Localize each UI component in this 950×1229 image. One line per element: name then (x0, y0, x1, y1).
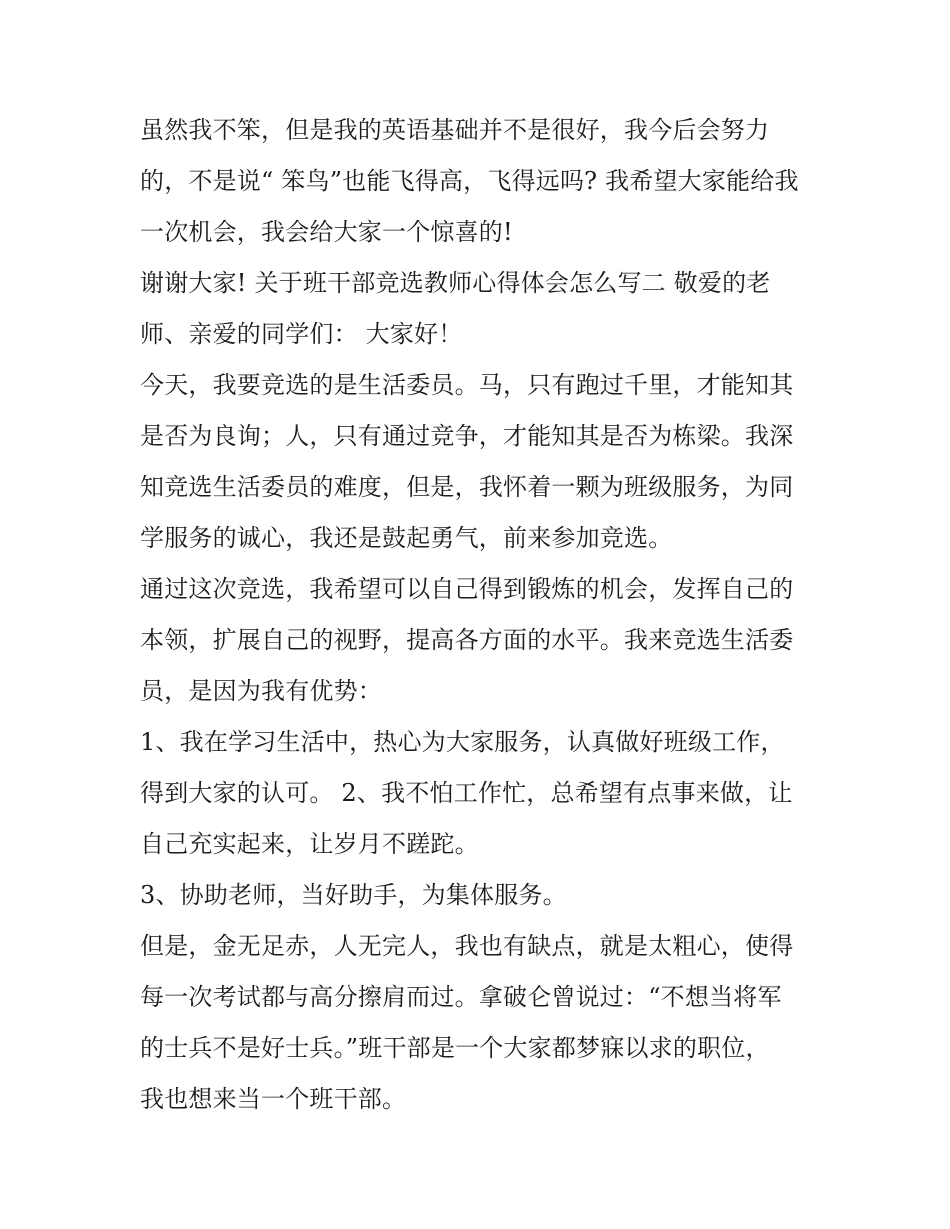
text-line: 自己充实起来，让岁月不蹉跎。 (140, 830, 479, 858)
text-line: 我也想来当一个班干部。 (140, 1085, 407, 1113)
text-line: 本领，扩展自己的视野，提高各方面的水平。我来竞选生活委 (140, 626, 794, 654)
text-line: 是否为良询；人，只有通过竞争，才能知其是否为栋梁。我深 (140, 422, 794, 450)
text-line: 通过这次竞选，我希望可以自己得到锻炼的机会，发挥自己的 (140, 575, 794, 603)
text-line: 得到大家的认可。 2、我不怕工作忙，总希望有点事来做，让 (140, 779, 793, 807)
text-line: 的士兵不是好士兵。”班干部是一个大家都梦寐以求的职位， (140, 1034, 770, 1062)
text-line: 知竞选生活委员的难度，但是，我怀着一颗为班级服务，为同 (140, 473, 794, 501)
text-line: 但是，金无足赤，人无完人，我也有缺点，就是太粗心，使得 (140, 932, 794, 960)
text-line: 的，不是说“ 笨鸟”也能飞得高，飞得远吗? 我希望大家能给我 (140, 167, 799, 195)
document-body (140, 105, 820, 1125)
text-line: 师、亲爱的同学们： 大家好！ (140, 320, 463, 348)
text-line: 谢谢大家! 关于班干部竞选教师心得体会怎么写二 敬爱的老 (140, 269, 771, 297)
text-line: 一次机会，我会给大家一个惊喜的! (140, 218, 513, 246)
text-line: 3、协助老师，当好助手，为集体服务。 (140, 881, 567, 909)
text-line: 每一次考试都与高分擦肩而过。拿破仑曾说过：“不想当将军 (140, 983, 782, 1011)
text-line: 1、我在学习生活中，热心为大家服务，认真做好班级工作， (140, 728, 785, 756)
text-line: 今天，我要竞选的是生活委员。马，只有跑过千里，才能知其 (140, 371, 794, 399)
text-line: 学服务的诚心，我还是鼓起勇气，前来参加竞选。 (140, 524, 673, 552)
text-line: 员，是因为我有优势： (140, 677, 382, 705)
text-line: 虽然我不笨，但是我的英语基础并不是很好，我今后会努力 (140, 116, 770, 144)
